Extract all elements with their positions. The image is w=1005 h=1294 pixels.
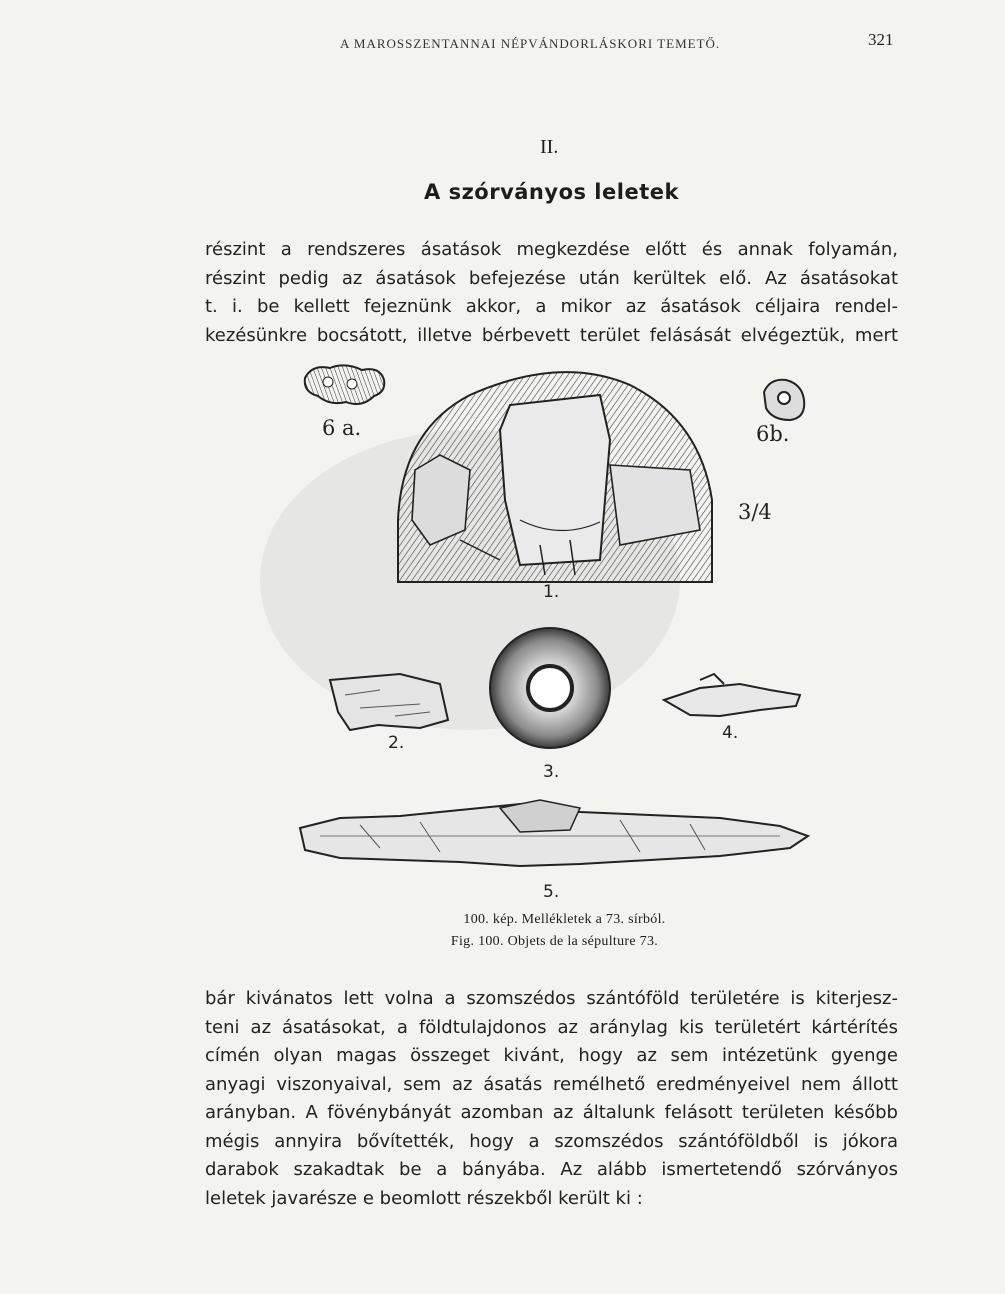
figure-caption-hungarian: 100. kép. Mellékletek a 73. sírból. (463, 912, 666, 927)
text-line: kezésünkre bocsátott, illetve bérbevett terület felásását elvégeztük, mert (205, 324, 898, 346)
label-5: 5. (543, 882, 560, 902)
section-title: A szórványos leletek (424, 180, 679, 204)
text-line: mégis annyira bővítették, hogy a szomszédos szántóföldből is jókora (205, 1130, 898, 1152)
artifact-4 (664, 674, 800, 716)
artifact-2 (330, 674, 448, 730)
text-line: arányban. A fövénybányát azomban az általunk felásott területen később (205, 1102, 898, 1123)
label-scale: 3/4 (738, 500, 772, 524)
label-2: 2. (388, 733, 405, 753)
text-line: teni az ásatásokat, a földtulajdonos az aránylag kis területért kártérítés (205, 1016, 898, 1038)
figure-caption-french: Fig. 100. Objets de la sépulture 73. (450, 934, 659, 949)
running-header: A MAROSSZENTANNAI NÉPVÁNDORLÁSKORI TEMETŐ. (340, 36, 721, 51)
text-line: anyagi viszonyaival, sem az ásatás remélhető eredményeivel nem állott (205, 1073, 898, 1095)
page-number: 321 (868, 30, 894, 49)
text-line: leletek javarésze e beomlott részekből került ki : (205, 1187, 643, 1209)
text-line: bár kivánatos lett volna a szomszédos szántóföld területére is kiterjesz- (205, 988, 898, 1009)
text-line: t. i. be kellett fejeznünk akkor, a mikor az ásatások céljaira rendel- (205, 296, 898, 317)
text-line: darabok szakadtak be a bányába. Az alább ismertetendő szórványos (205, 1159, 898, 1180)
artifact-3-disc (490, 628, 610, 748)
paragraph-2 (205, 985, 898, 1213)
label-1: 1. (543, 582, 560, 602)
text-line: részint a rendszeres ásatások megkezdése előtt és annak folyamán, (205, 239, 898, 260)
text-line: címén olyan magas összeget kivánt, hogy az sem intézetünk gyenge (205, 1045, 898, 1066)
section-number: II. (540, 136, 559, 158)
label-6b: 6b. (756, 422, 790, 446)
artifact-6a (305, 365, 385, 404)
label-6a: 6 a. (322, 416, 362, 440)
label-3: 3. (543, 762, 560, 782)
text-line: részint pedig az ásatások befejezése után kerültek elő. Az ásatásokat (205, 267, 898, 289)
artifact-6b (764, 380, 804, 420)
artifact-5-blade (300, 800, 808, 866)
label-4: 4. (722, 723, 739, 743)
artifact-1-buckle-plate (398, 372, 712, 582)
